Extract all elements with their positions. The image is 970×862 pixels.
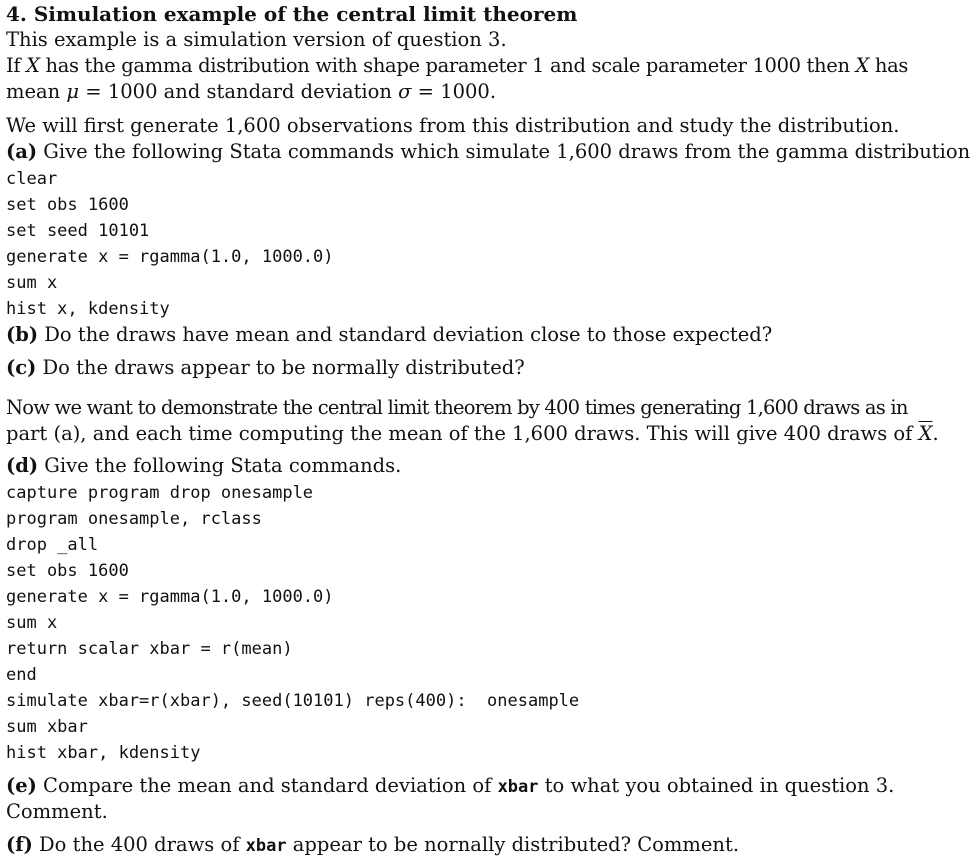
intro-text: = 1000 and standard deviation — [79, 80, 399, 103]
part-text: Do the draws appear to be normally distributed? — [36, 356, 525, 379]
code-line: set obs 1600 — [6, 561, 129, 581]
intro-text: has the gamma distribution with shape parameter 1 and scale parameter 1000 then — [39, 54, 856, 77]
inline-code-xbar: xbar — [245, 836, 287, 856]
part-label: (e) — [6, 774, 37, 797]
part-text: Compare the mean and standard deviation of — [36, 774, 498, 797]
code-line: sum xbar — [6, 717, 88, 737]
intro-line-1: This example is a simulation version of question 3. — [6, 28, 507, 51]
part-d — [6, 453, 401, 479]
part-c — [6, 355, 525, 381]
section-title: 4. Simulation example of the central limit theorem — [6, 2, 578, 26]
code-line: return scalar xbar = r(mean) — [6, 639, 293, 659]
part-f — [6, 832, 739, 859]
part-e — [6, 773, 908, 800]
math-symbol-mu: μ — [66, 80, 80, 103]
clt-intro-line-2 — [6, 421, 939, 447]
part-label: (b) — [6, 323, 39, 346]
code-line: hist xbar, kdensity — [6, 743, 201, 763]
part-intro: We will first generate 1,600 observations from this distribution and study the distribution. — [6, 114, 900, 137]
part-text: Do the 400 draws of — [32, 833, 246, 856]
math-symbol-xbar: $\overline{X}$ — [918, 422, 933, 445]
inline-code-xbar: xbar — [497, 777, 539, 797]
math-symbol-sigma: σ — [398, 80, 412, 103]
part-label: (c) — [6, 356, 37, 379]
part-text: Give the following Stata commands which simulate 1,600 draws from the gamma distribution — [37, 140, 970, 163]
code-line: set obs 1600 — [6, 195, 129, 215]
code-line: capture program drop onesample — [6, 483, 314, 503]
clt-intro-line-1: Now we want to demonstrate the central limit theorem by 400 times generating 1,600 draws as in — [6, 396, 908, 419]
code-line: end — [6, 665, 37, 685]
code-line: set seed 10101 — [6, 221, 150, 241]
intro-text: = 1000. — [411, 80, 497, 103]
intro-text: If — [6, 54, 27, 77]
math-symbol-x: X — [855, 54, 870, 77]
code-line: generate x = rgamma(1.0, 1000.0) — [6, 587, 334, 607]
code-line: sum x — [6, 273, 58, 293]
intro-text: has — [869, 54, 909, 77]
part-label: (f) — [6, 833, 33, 856]
part-label: (d) — [6, 454, 39, 477]
part-e-line-2: Comment. — [6, 800, 108, 823]
clt-text: . — [932, 422, 939, 445]
code-line: program onesample, rclass — [6, 509, 262, 529]
part-label: (a) — [6, 140, 38, 163]
math-symbol-x: X — [26, 54, 40, 77]
part-text: to what you obtained in question 3. — [538, 774, 895, 797]
intro-line-3 — [6, 79, 496, 105]
code-line: simulate xbar=r(xbar), seed(10101) reps(400): onesample — [6, 691, 580, 711]
part-text: Do the draws have mean and standard deviation close to those expected? — [38, 323, 773, 346]
code-line: drop _all — [6, 535, 99, 555]
code-line: hist x, kdensity — [6, 299, 170, 319]
part-text: Give the following Stata commands. — [38, 454, 402, 477]
part-text: appear to be nornally distributed? Comment. — [286, 833, 740, 856]
code-line: clear — [6, 169, 58, 189]
intro-line-2 — [6, 53, 908, 79]
intro-text: mean — [6, 80, 67, 103]
code-line: generate x = rgamma(1.0, 1000.0) — [6, 247, 334, 267]
clt-text: part (a), and each time computing the mean of the 1,600 draws. This will give 400 draws of — [6, 422, 919, 445]
part-b — [6, 322, 772, 348]
part-a — [6, 139, 970, 165]
code-line: sum x — [6, 613, 58, 633]
